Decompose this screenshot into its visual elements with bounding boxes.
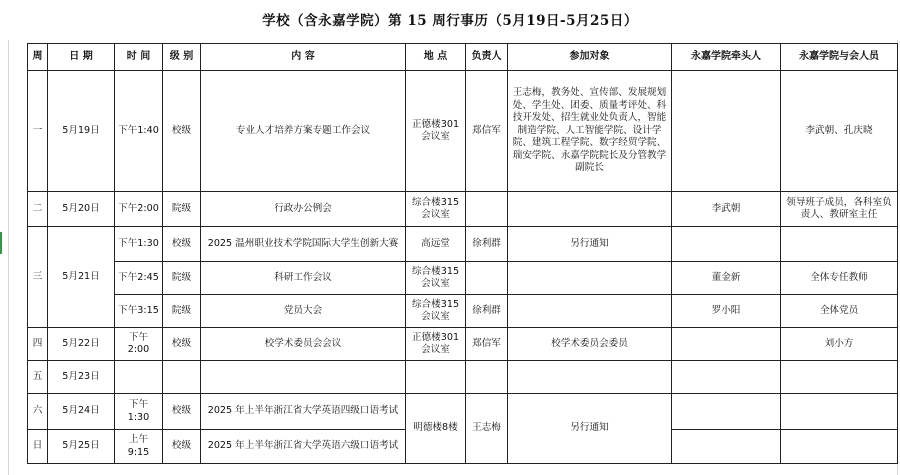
place-cell: 正德楼301会议室 — [406, 71, 466, 192]
time-cell: 下午2:00 — [115, 192, 163, 227]
header-yj-lead: 永嘉学院牵头人 — [672, 44, 781, 71]
page-title: 学校（含永嘉学院）第 15 周行事历（5月19日-5月25日） — [262, 13, 638, 29]
week-cell: 一 — [28, 71, 48, 192]
participants-cell — [508, 361, 672, 394]
header-participants: 参加对象 — [508, 44, 672, 71]
table-row — [28, 328, 898, 361]
level-cell: 校级 — [163, 394, 201, 430]
yj-attendees-cell: 刘小方 — [781, 328, 898, 361]
yj-lead-cell: 李武朝 — [672, 192, 781, 227]
yj-lead-cell — [672, 361, 781, 394]
sheet-gridline-left — [8, 40, 9, 475]
lead-cell: 郑信军 — [466, 328, 508, 361]
yj-lead-cell — [672, 71, 781, 192]
table-row — [28, 227, 898, 262]
week-cell: 四 — [28, 328, 48, 361]
place-cell: 综合楼315会议室 — [406, 192, 466, 227]
time-cell: 下午3:15 — [115, 295, 163, 328]
header-row — [28, 44, 898, 71]
date-cell: 5月23日 — [48, 361, 115, 394]
week-cell: 三 — [28, 227, 48, 328]
week-cell: 六 — [28, 394, 48, 430]
place-cell — [406, 361, 466, 394]
place-cell: 综合楼315会议室 — [406, 295, 466, 328]
time-cell: 下午1:30 — [115, 227, 163, 262]
yj-attendees-cell — [781, 227, 898, 262]
lead-cell — [466, 192, 508, 227]
header-time: 时 间 — [115, 44, 163, 71]
yj-lead-cell — [672, 394, 781, 430]
yj-attendees-cell: 全体专任教师 — [781, 262, 898, 295]
week-cell: 五 — [28, 361, 48, 394]
yj-lead-cell — [672, 227, 781, 262]
header-week: 周 — [28, 44, 48, 71]
place-cell: 明德楼8楼 — [406, 394, 466, 464]
date-cell: 5月20日 — [48, 192, 115, 227]
yj-attendees-cell — [781, 394, 898, 430]
level-cell: 院级 — [163, 262, 201, 295]
participants-cell — [508, 192, 672, 227]
level-cell — [163, 361, 201, 394]
lead-cell: 徐利群 — [466, 227, 508, 262]
header-level: 级 别 — [163, 44, 201, 71]
participants-cell: 校学术委员会委员 — [508, 328, 672, 361]
date-cell: 5月24日 — [48, 394, 115, 430]
yj-attendees-cell: 全体党员 — [781, 295, 898, 328]
header-content: 内 容 — [201, 44, 406, 71]
time-cell: 下午 1:30 — [115, 394, 163, 430]
level-cell: 校级 — [163, 227, 201, 262]
table-row — [28, 361, 898, 394]
yj-lead-cell: 罗小阳 — [672, 295, 781, 328]
participants-cell: 另行通知 — [508, 394, 672, 464]
lead-cell: 徐利群 — [466, 295, 508, 328]
content-cell: 2025 年上半年浙江省大学英语六级口语考试 — [201, 430, 406, 464]
yj-lead-cell — [672, 328, 781, 361]
time-cell: 上午 9:15 — [115, 430, 163, 464]
content-cell: 行政办公例会 — [201, 192, 406, 227]
time-cell — [115, 361, 163, 394]
place-cell: 综合楼315会议室 — [406, 262, 466, 295]
content-cell: 科研工作会议 — [201, 262, 406, 295]
schedule-table — [27, 43, 898, 464]
yj-lead-cell — [672, 430, 781, 464]
yj-attendees-cell — [781, 430, 898, 464]
lead-cell: 郑信军 — [466, 71, 508, 192]
table-row — [28, 192, 898, 227]
content-cell: 专业人才培养方案专题工作会议 — [201, 71, 406, 192]
table-row — [28, 295, 898, 328]
week-cell: 日 — [28, 430, 48, 464]
header-yj-attendees: 永嘉学院与会人员 — [781, 44, 898, 71]
participants-cell: 王志梅，教务处、宣传部、发展规划处、学生处、团委、质量考评处、科技开发处、招生就业处负责人，智能制造学院、人工智能学院、设计学院、建筑工程学院、数字经贸学院、瑞安学院、永嘉学院院长及分管教学副院长 — [508, 71, 672, 192]
date-cell: 5月25日 — [48, 430, 115, 464]
selection-marker — [0, 232, 2, 254]
participants-cell: 另行通知 — [508, 227, 672, 262]
week-cell: 二 — [28, 192, 48, 227]
table-row — [28, 262, 898, 295]
header-place: 地 点 — [406, 44, 466, 71]
level-cell: 校级 — [163, 328, 201, 361]
content-cell — [201, 361, 406, 394]
yj-attendees-cell — [781, 361, 898, 394]
yj-attendees-cell: 李武朝、孔庆晓 — [781, 71, 898, 192]
lead-cell — [466, 262, 508, 295]
date-cell: 5月21日 — [48, 227, 115, 328]
lead-cell: 王志梅 — [466, 394, 508, 464]
lead-cell — [466, 361, 508, 394]
place-cell: 高远堂 — [406, 227, 466, 262]
content-cell: 校学术委员会会议 — [201, 328, 406, 361]
header-lead: 负责人 — [466, 44, 508, 71]
date-cell: 5月19日 — [48, 71, 115, 192]
place-cell: 正德楼301会议室 — [406, 328, 466, 361]
level-cell: 校级 — [163, 430, 201, 464]
level-cell: 院级 — [163, 192, 201, 227]
content-cell: 2025 年上半年浙江省大学英语四级口语考试 — [201, 394, 406, 430]
yj-lead-cell: 董金新 — [672, 262, 781, 295]
table-row — [28, 394, 898, 430]
yj-attendees-cell: 领导班子成员，各科室负责人、教研室主任 — [781, 192, 898, 227]
table-row — [28, 71, 898, 192]
header-date: 日 期 — [48, 44, 115, 71]
content-cell: 2025 温州职业技术学院国际大学生创新大赛 — [201, 227, 406, 262]
date-cell: 5月22日 — [48, 328, 115, 361]
level-cell: 校级 — [163, 71, 201, 192]
participants-cell — [508, 295, 672, 328]
content-cell: 党员大会 — [201, 295, 406, 328]
time-cell: 下午2:45 — [115, 262, 163, 295]
time-cell: 下午 2:00 — [115, 328, 163, 361]
level-cell: 院级 — [163, 295, 201, 328]
participants-cell — [508, 262, 672, 295]
time-cell: 下午1:40 — [115, 71, 163, 192]
